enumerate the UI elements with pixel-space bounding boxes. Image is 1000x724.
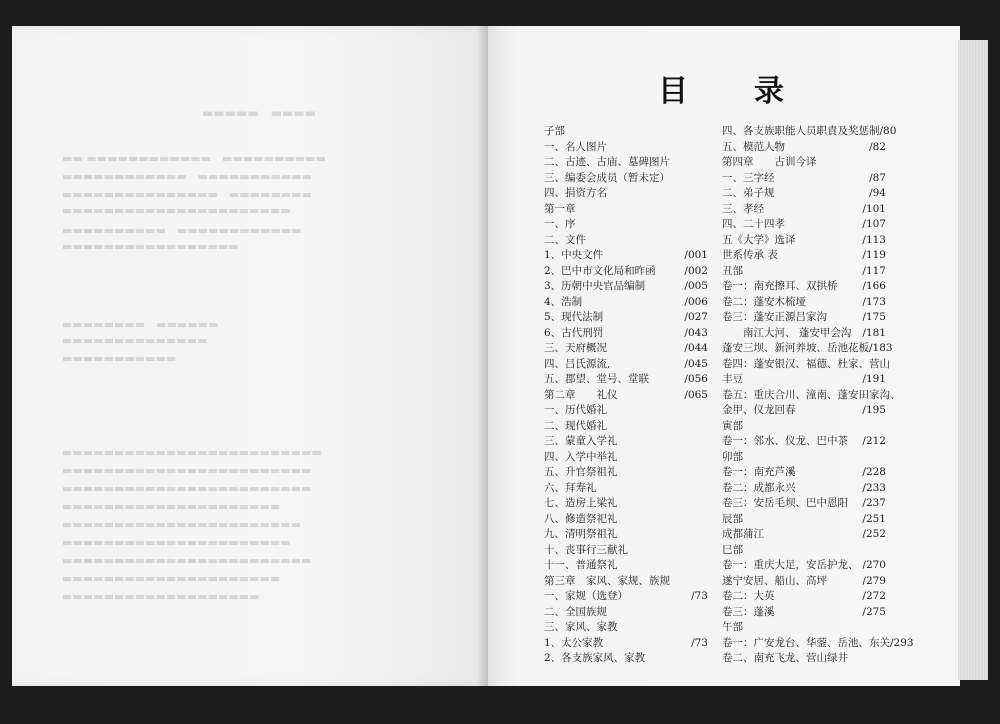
toc-entry-page: /195 [862, 404, 886, 416]
toc-entry-page: /119 [862, 249, 886, 261]
toc-entry [722, 605, 886, 621]
toc-entry-title: 1、太公家教 [544, 636, 604, 649]
toc-entry-title: 南江大河、 蓬安甲会沟 [722, 326, 852, 339]
toc-entry [722, 248, 886, 264]
toc-entry-page: /275 [862, 605, 886, 618]
toc-entry-title: 遂宁安居、船山、高坪 [722, 574, 827, 587]
toc-entry-title: 第二章 礼仪 [544, 388, 618, 401]
toc-entry [722, 233, 886, 249]
toc-entry-page: /212 [862, 435, 886, 447]
toc-entry [544, 605, 708, 621]
toc-entry-page: /173 [862, 295, 886, 308]
bleed-through-text: ▬▬▬▬▬▬▬▬▬▬▬▬▬▬▬▬▬▬▬▬▬▬▬▬ [62, 554, 312, 567]
toc-entry-title: 三、家风、家教 [544, 621, 618, 633]
toc-entry-title: 一、历代婚礼 [544, 404, 607, 416]
toc-entry [544, 558, 708, 574]
toc-entry-title: 九、清明祭祖礼 [544, 528, 618, 540]
bleed-through-text: ▬▬▬▬▬▬▬▬▬▬▬▬▬▬▬▬▬▬▬▬▬ [62, 572, 281, 585]
toc-entry [544, 403, 708, 419]
toc-entry [544, 155, 708, 171]
toc-entry [544, 202, 708, 218]
toc-entry [544, 434, 708, 450]
toc-entry-page: /175 [862, 311, 886, 323]
toc-entry [722, 403, 886, 419]
toc-entry [722, 357, 890, 373]
toc-entry-page: /87 [869, 171, 886, 184]
bleed-through-text: ▬▬▬▬▬▬▬▬▬▬▬▬▬▬▬▬▬▬▬▬▬▬▬▬ [62, 482, 312, 495]
toc-entry [722, 295, 886, 311]
bleed-through-text: ▬▬▬▬▬▬▬▬▬▬▬ [62, 352, 177, 365]
toc-entry-title: 四、吕氏源流, [544, 357, 611, 370]
toc-entry-title: 五、升官祭祖礼 [544, 466, 618, 478]
toc-entry [544, 651, 708, 667]
toc-entry-page: /73 [691, 636, 708, 649]
toc-entry-page: /237 [862, 497, 886, 509]
toc-entry [544, 341, 708, 357]
toc-entry [722, 388, 901, 404]
toc-column-right [722, 124, 914, 667]
toc-entry [722, 155, 886, 171]
toc-entry-page: /251 [862, 512, 886, 525]
toc-entry [722, 124, 897, 140]
toc-entry-title: 寅部 [722, 419, 743, 432]
toc-entry-page: /82 [869, 140, 886, 153]
page-title: 目 录 [658, 74, 802, 109]
toc-entry-page: /252 [862, 528, 886, 540]
bleed-through-text: ▬▬▬▬▬▬▬▬▬▬ ▬▬▬▬▬▬▬▬▬▬▬▬ [62, 224, 302, 237]
toc-entry-title: 五、郡望、堂号、堂联 [544, 373, 649, 385]
toc-entry [722, 434, 886, 450]
toc-entry [544, 589, 708, 605]
toc-entry [722, 481, 886, 497]
toc-entry-title: 辰部 [722, 512, 743, 525]
toc-entry-page: /166 [862, 280, 886, 292]
toc-entry [544, 620, 708, 636]
toc-entry-page: /272 [862, 590, 886, 602]
bleed-through-text: ▬▬▬▬▬▬▬▬▬▬▬▬▬▬▬▬▬ [62, 240, 239, 253]
toc-entry-title: 三、编委会成员（暂未定） [544, 171, 670, 184]
toc-entry-title: 子部 [544, 125, 565, 137]
toc-entry-page: /002 [684, 264, 708, 277]
bleed-through-text: ▬▬▬▬▬▬▬▬▬▬▬▬▬▬▬▬▬▬▬ [62, 590, 260, 603]
toc-entry-title: 卷一：南充芦溪 [722, 466, 796, 478]
toc-entry-title: 二、现代婚礼 [544, 419, 607, 432]
toc-entry [722, 651, 886, 667]
toc-entry [722, 450, 886, 466]
bleed-through-text: ▬▬▬▬▬▬▬▬▬▬▬▬▬▬▬ ▬▬▬▬▬▬▬▬ [62, 188, 313, 201]
toc-entry-page: /191 [862, 373, 886, 385]
left-page [12, 26, 488, 686]
toc-entry [544, 465, 708, 481]
toc-entry-title: 第四章 古训今译 [722, 156, 817, 168]
toc-entry-page: /056 [684, 373, 708, 385]
toc-entry-title: 世系传承 表 [722, 249, 778, 261]
toc-entry-title: 巳部 [722, 543, 743, 556]
toc-entry-title: 卷二：蓬安木梳垭 [722, 295, 806, 308]
toc-entry [722, 264, 886, 280]
toc-entry [722, 589, 886, 605]
toc-entry-title: 金甲、仪龙回春 [722, 404, 796, 416]
toc-entry-title: 第一章 [544, 202, 576, 215]
toc-entry [544, 527, 708, 543]
toc-entry-title: 成都蒲江 [722, 528, 764, 540]
toc-entry-page: /183 [869, 342, 893, 354]
toc-entry [722, 310, 886, 326]
toc-entry [722, 279, 886, 295]
toc-entry-title: 3、历朝中央官品编制 [544, 280, 646, 292]
toc-entry-title: 蓬安三坝、新河养坡、岳池花板 [722, 342, 869, 354]
bleed-through-text: ▬▬▬▬▬▬▬▬▬▬▬▬▬▬▬▬▬▬▬▬▬▬ [62, 536, 291, 549]
toc-entry [544, 171, 708, 187]
toc-entry-title: 四、二十四孝 [722, 218, 785, 230]
toc-entry [544, 512, 708, 528]
toc-entry [722, 620, 886, 636]
toc-entry [544, 124, 708, 140]
toc-entry-page: /043 [684, 326, 708, 339]
toc-entry-title: 三、孝经 [722, 202, 764, 215]
bleed-through-text: ▬▬▬▬▬▬▬▬▬▬▬▬▬▬▬▬▬▬▬▬▬ [62, 500, 281, 513]
toc-entry [722, 202, 886, 218]
toc-entry-title: 6、古代刑罚 [544, 326, 604, 339]
toc-entry [544, 248, 708, 264]
toc-entry-title: 二、全国族规 [544, 605, 607, 618]
toc-entry [544, 419, 708, 435]
toc-entry-title: 第三章 家风、家规、族规 [544, 574, 670, 587]
toc-entry [544, 264, 708, 280]
bleed-through-text: ▬▬ ▬▬▬▬▬▬▬▬▬▬▬▬ ▬▬▬▬▬▬▬▬▬▬ [62, 152, 326, 165]
toc-entry [722, 217, 886, 233]
toc-entry [722, 636, 914, 652]
toc-entry [722, 419, 886, 435]
toc-entry-page: /101 [862, 202, 886, 215]
toc-entry-title: 卷一：重庆大足，安岳护龙、 [722, 559, 859, 571]
toc-entry [722, 512, 886, 528]
toc-entry-title: 卷三：蓬溪 [722, 605, 775, 618]
bleed-through-text: ▬▬▬▬▬▬▬▬▬▬▬▬▬▬▬▬▬▬▬▬▬▬▬▬ [62, 464, 312, 477]
toc-entry [544, 217, 708, 233]
toc-entry [544, 140, 708, 156]
toc-entry [722, 372, 886, 388]
toc-entry-title: 六、拜寿礼 [544, 481, 597, 494]
toc-entry-title: 4、浩制 [544, 295, 583, 308]
toc-entry-page: /065 [684, 388, 708, 401]
toc-entry-page: /181 [862, 326, 886, 339]
toc-entry-page: /044 [684, 342, 708, 354]
toc-entry-page: /270 [862, 559, 886, 571]
toc-entry-title: 二、弟子规 [722, 187, 775, 199]
toc-entry-title: 卷四：蓬安银汉、福德、杜家、营山 [722, 357, 890, 370]
toc-entry-title: 三、蒙童入学礼 [544, 435, 618, 447]
toc-entry [544, 326, 708, 342]
toc-entry-page: /73 [691, 590, 708, 602]
toc-entry-title: 七、造房上梁礼 [544, 497, 618, 509]
toc-entry-page: /045 [684, 357, 708, 370]
toc-entry-page: /233 [862, 481, 886, 494]
toc-entry-title: 1、中央文件 [544, 249, 604, 261]
toc-entry-title: 丰豆 [722, 373, 743, 385]
toc-entry-page: /279 [862, 574, 886, 587]
toc-entry-title: 一、家规（选登） [544, 590, 628, 602]
toc-entry [544, 636, 708, 652]
toc-entry [544, 574, 708, 590]
toc-entry [544, 372, 708, 388]
toc-entry-title: 卷三：蓬安正源吕家沟 [722, 311, 827, 323]
toc-entry-page: /94 [869, 187, 886, 199]
bleed-through-text: ▬▬▬▬▬▬▬▬▬▬▬▬ ▬▬▬▬▬▬▬▬▬▬▬ [62, 170, 313, 183]
toc-entry-title: 卷五：重庆合川、潼南、蓬安田家沟、 [722, 388, 901, 401]
toc-entry [722, 140, 886, 156]
toc-entry-title: 二、文件 [544, 233, 586, 246]
toc-entry-title: 卯部 [722, 450, 743, 463]
toc-entry [544, 295, 708, 311]
toc-entry [544, 388, 708, 404]
toc-entry-title: 二、古迹、古庙、墓碑图片 [544, 156, 670, 168]
toc-entry [722, 186, 886, 202]
bleed-through-text: ▬▬▬▬▬▬▬▬▬▬▬▬▬▬ [62, 334, 208, 347]
toc-entry-title: 卷一：邻水、仪龙、巴中茶 [722, 435, 848, 447]
bleed-through-text: ▬▬▬▬▬▬▬▬▬▬▬▬▬▬▬▬▬▬▬▬▬▬▬ [62, 518, 302, 531]
page-edges [958, 40, 988, 680]
toc-entry [544, 233, 708, 249]
toc-entry-title: 八、修造祭祀礼 [544, 512, 618, 525]
toc-entry [722, 543, 886, 559]
toc-entry-page: /293 [890, 636, 914, 649]
toc-entry-title: 一、三字经 [722, 171, 775, 184]
toc-entry-page: /027 [684, 311, 708, 323]
toc-entry-page: /117 [862, 264, 886, 277]
toc-entry-page: /113 [862, 233, 886, 246]
toc-entry [722, 496, 886, 512]
toc-entry-title: 5、现代法制 [544, 311, 604, 323]
toc-entry-title: 午部 [722, 621, 743, 633]
toc-entry-title: 丑部 [722, 264, 743, 277]
toc-entry-page: /107 [862, 218, 886, 230]
toc-entry-title: 四、捐资方名 [544, 187, 607, 199]
toc-entry-title: 卷一：广安龙台、华蓥、岳池、东关 [722, 636, 890, 649]
toc-entry [722, 326, 886, 342]
toc-entry-title: 四、入学中举礼 [544, 450, 618, 463]
toc-entry-title: 2、各支族家风、家教 [544, 652, 646, 664]
toc-entry [544, 496, 708, 512]
toc-entry-title: 一、名人图片 [544, 140, 607, 153]
toc-entry [544, 543, 708, 559]
toc-entry [544, 450, 708, 466]
toc-entry-title: 五、模范人物 [722, 140, 785, 153]
toc-entry-title: 十一、普通祭礼 [544, 559, 618, 571]
toc-entry-title: 四、各支族职能人员职責及奖惩制 [722, 125, 880, 137]
bleed-through-text: ▬▬▬▬▬▬▬▬ ▬▬▬▬▬▬ [62, 318, 219, 331]
toc-entry-title: 卷二：大英 [722, 590, 775, 602]
toc-entry-title: 三、天府概况 [544, 342, 607, 354]
bleed-through-text: ▬▬▬▬▬▬▬▬▬▬▬▬▬▬▬▬▬▬▬▬▬▬ [62, 204, 291, 217]
toc-entry-title: 卷一：南充擦耳、双拱桥 [722, 280, 838, 292]
toc-entry-page: /80 [879, 125, 897, 137]
toc-entry [722, 574, 886, 590]
toc-entry-title: 卷二：成都永兴 [722, 481, 796, 494]
toc-entry-page: /228 [862, 466, 886, 478]
toc-entry-page: /001 [684, 249, 708, 261]
toc-entry [722, 341, 893, 357]
toc-entry [544, 481, 708, 497]
toc-column-left [544, 124, 708, 667]
toc-entry-title: 卷二、南充飞龙、营山绿井 [722, 652, 848, 664]
bleed-through-text: ▬▬▬▬▬▬▬▬▬▬▬▬▬▬▬▬▬▬▬▬▬▬▬▬▬ [62, 446, 322, 459]
toc-entry-page: /005 [684, 280, 708, 292]
toc-entry [722, 171, 886, 187]
toc-entry-title: 一、序 [544, 218, 576, 230]
toc-entry-title: 卷三：安岳毛坝、巴中恩阳 [722, 497, 848, 509]
toc-entry [722, 558, 886, 574]
toc-entry [544, 186, 708, 202]
toc-entry-title: 十、丧事行三献礼 [544, 543, 628, 556]
toc-entry [544, 279, 708, 295]
toc-entry-title: 2、巴中市文化局和昨函 [544, 264, 656, 277]
toc-entry [544, 357, 708, 373]
toc-entry [722, 465, 886, 481]
bleed-through-text: ▬▬▬▬▬ ▬▬▬▬ [202, 106, 317, 120]
toc-entry [544, 310, 708, 326]
toc-entry-title: 五《大学》选译 [722, 233, 796, 246]
toc-entry [722, 527, 886, 543]
toc-entry-page: /006 [684, 295, 708, 308]
